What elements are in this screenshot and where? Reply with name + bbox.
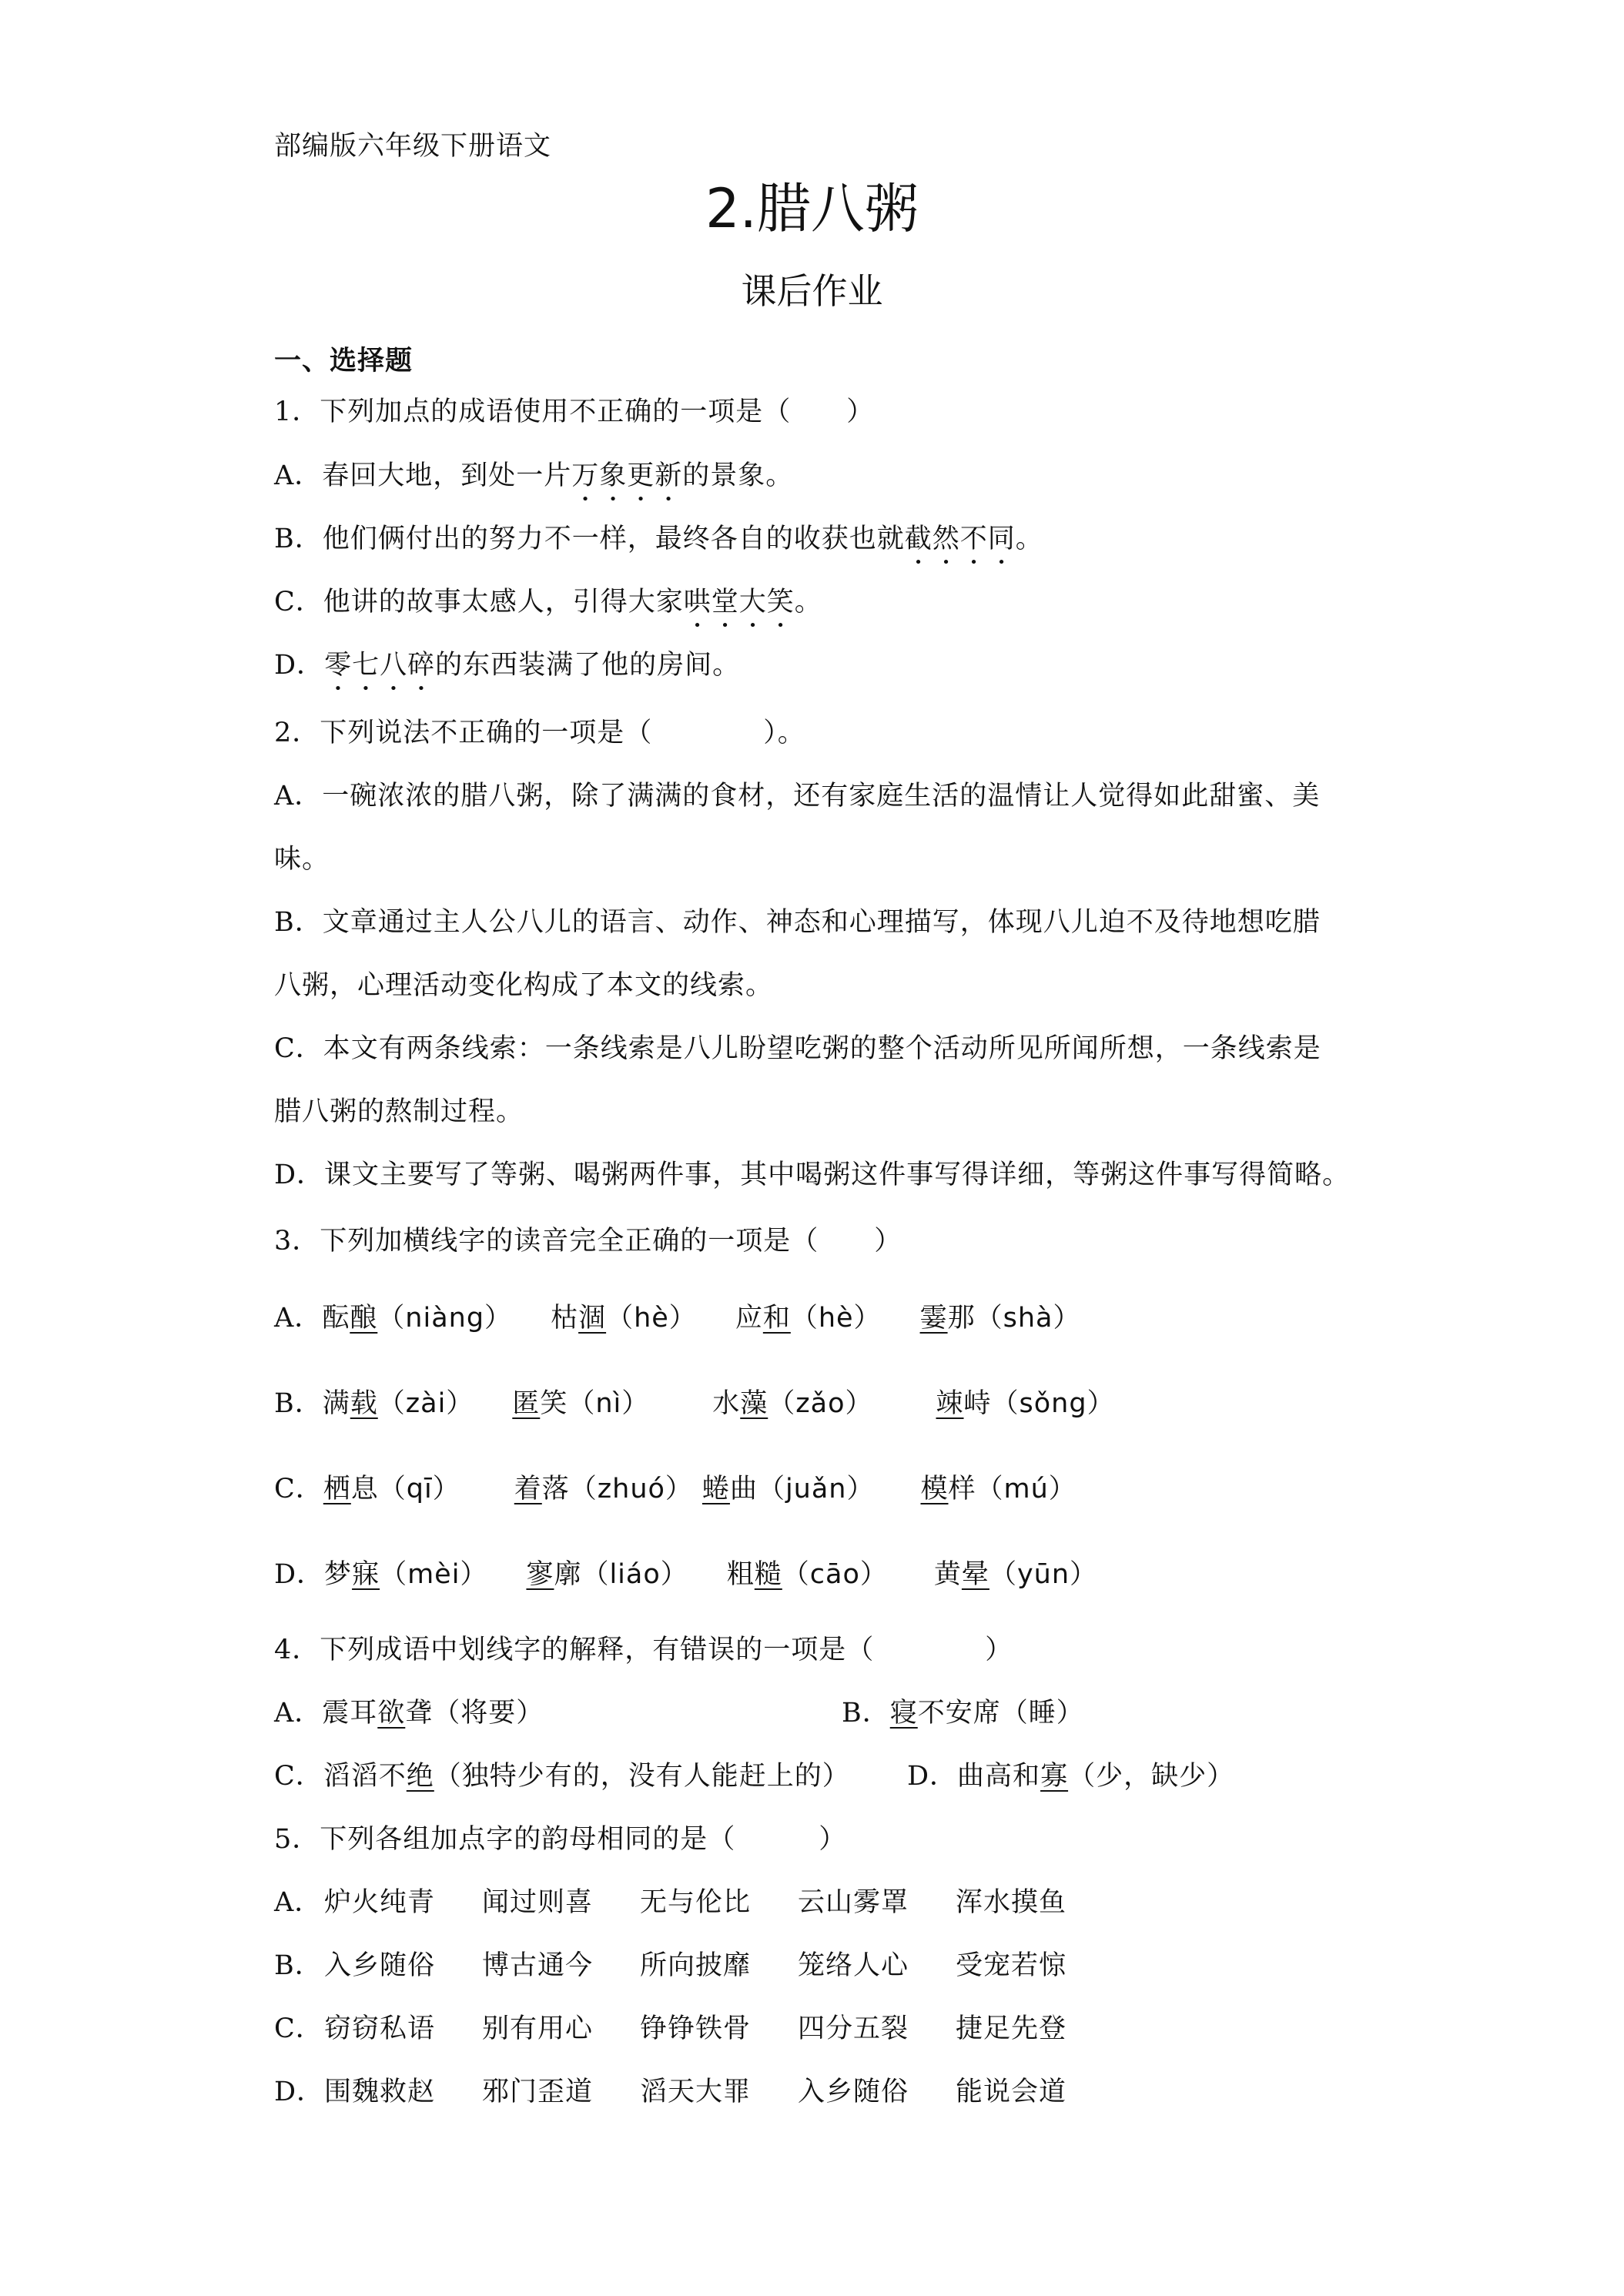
q2-stem: 2．下列说法不正确的一项是（ ）。 xyxy=(274,718,805,748)
idiom: 笼络人心 xyxy=(798,1950,909,1981)
q2-option-b-line2: 八粥，心理活动变化构成了本文的线索。 xyxy=(274,970,774,1001)
q5-option-c: C． 窃窃私语 别有用心 铮铮铁骨 四分五裂 捷足先登 xyxy=(274,2011,323,2047)
idiom: 窃窃私语 xyxy=(324,2013,436,2044)
idiom: 滔天大罪 xyxy=(640,2077,752,2107)
idiom: 入乡随俗 xyxy=(324,1950,436,1981)
q4-option-b: B．寝不安席（睡） xyxy=(842,1698,1084,1729)
idiom: 铮铮铁骨 xyxy=(640,2013,752,2044)
page-subtitle: 课后作业 xyxy=(741,270,883,312)
section-heading: 一、选择题 xyxy=(274,346,414,377)
q5-option-d: D． 围魏救赵 邪门歪道 滔天大罪 入乡随俗 能说会道 xyxy=(274,2074,324,2110)
idiom: 围魏救赵 xyxy=(324,2077,436,2107)
q1-option-c: C．他讲的故事太感人，引得大家哄堂大笑。 xyxy=(274,587,822,618)
q2-option-d: D．课文主要写了等粥、喝粥两件事，其中喝粥这件事写得详细，等粥这件事写得简略。 xyxy=(274,1160,1351,1190)
q2-option-a-line1: A．一碗浓浓的腊八粥，除了满满的食材，还有家庭生活的温情让人觉得如此甜蜜、美 xyxy=(274,781,1321,812)
q5-stem: 5．下列各组加点字的韵母相同的是（ ） xyxy=(274,1824,847,1855)
idiom: 闻过则喜 xyxy=(482,1887,594,1918)
q2-option-c-line1: C．本文有两条线索：一条线索是八儿盼望吃粥的整个活动所见所闻所想，一条线索是 xyxy=(274,1033,1321,1064)
q2-option-a-line2: 味。 xyxy=(274,844,330,875)
idiom: 云山雾罩 xyxy=(798,1887,909,1918)
idiom: 能说会道 xyxy=(956,2077,1067,2107)
q4-option-d: D．曲高和寡（少，缺少） xyxy=(907,1761,1235,1792)
idiom: 无与伦比 xyxy=(640,1887,752,1918)
q5-option-b: B． 入乡随俗 博古通今 所向披靡 笼络人心 受宠若惊 xyxy=(274,1948,323,1983)
q2-option-c-line2: 腊八粥的熬制过程。 xyxy=(274,1096,524,1127)
idiom: 受宠若惊 xyxy=(956,1950,1067,1981)
idiom: 捷足先登 xyxy=(956,2013,1067,2044)
q3-option-c: C．栖息（qī） 着落（zhuó） 蜷曲（juǎn） 模样（mú） xyxy=(274,1474,1077,1504)
idiom: 入乡随俗 xyxy=(798,2077,909,2107)
q3-option-b: B．满载（zài） 匿笑（nì） 水藻（zǎo） 竦峙（sǒng） xyxy=(274,1388,1115,1419)
idiom: 浑水摸鱼 xyxy=(956,1887,1067,1918)
idiom: 博古通今 xyxy=(482,1950,594,1981)
idiom: 邪门歪道 xyxy=(482,2077,594,2107)
q4-stem: 4．下列成语中划线字的解释，有错误的一项是（ ） xyxy=(274,1635,1013,1665)
q2-option-b-line1: B．文章通过主人公八儿的语言、动作、神态和心理描写，体现八儿迫不及待地想吃腊 xyxy=(274,907,1321,938)
idiom: 所向披靡 xyxy=(640,1950,752,1981)
q3-option-d: D．梦寐（mèi） 寥廓（liáo） 粗糙（cāo） 黄晕（yūn） xyxy=(274,1559,1098,1590)
idiom: 四分五裂 xyxy=(798,2013,909,2044)
q1-option-b: B．他们俩付出的努力不一样，最终各自的收获也就截然不同。 xyxy=(274,524,1043,554)
q4-option-a: A．震耳欲聋（将要） xyxy=(274,1698,544,1729)
course-header: 部编版六年级下册语文 xyxy=(274,131,552,162)
q1-option-a: A．春回大地，到处一片万象更新的景象。 xyxy=(274,460,794,491)
page-title: 2.腊八粥 xyxy=(705,177,919,240)
q4-option-c: C．滔滔不绝（独特少有的，没有人能赶上的） xyxy=(274,1761,850,1792)
idiom: 炉火纯青 xyxy=(324,1887,436,1918)
q5-option-a: A． 炉火纯青 闻过则喜 无与伦比 云山雾罩 浑水摸鱼 xyxy=(274,1885,322,1920)
q1-stem: 1．下列加点的成语使用不正确的一项是（ ） xyxy=(274,397,875,427)
q3-option-a: A．酝酿（niàng） 枯涸（hè） 应和（hè） 霎那（shà） xyxy=(274,1303,1081,1334)
idiom: 别有用心 xyxy=(482,2013,594,2044)
q1-option-d: D．零七八碎的东西装满了他的房间。 xyxy=(274,650,741,681)
q3-stem: 3．下列加横线字的读音完全正确的一项是（ ） xyxy=(274,1226,902,1257)
